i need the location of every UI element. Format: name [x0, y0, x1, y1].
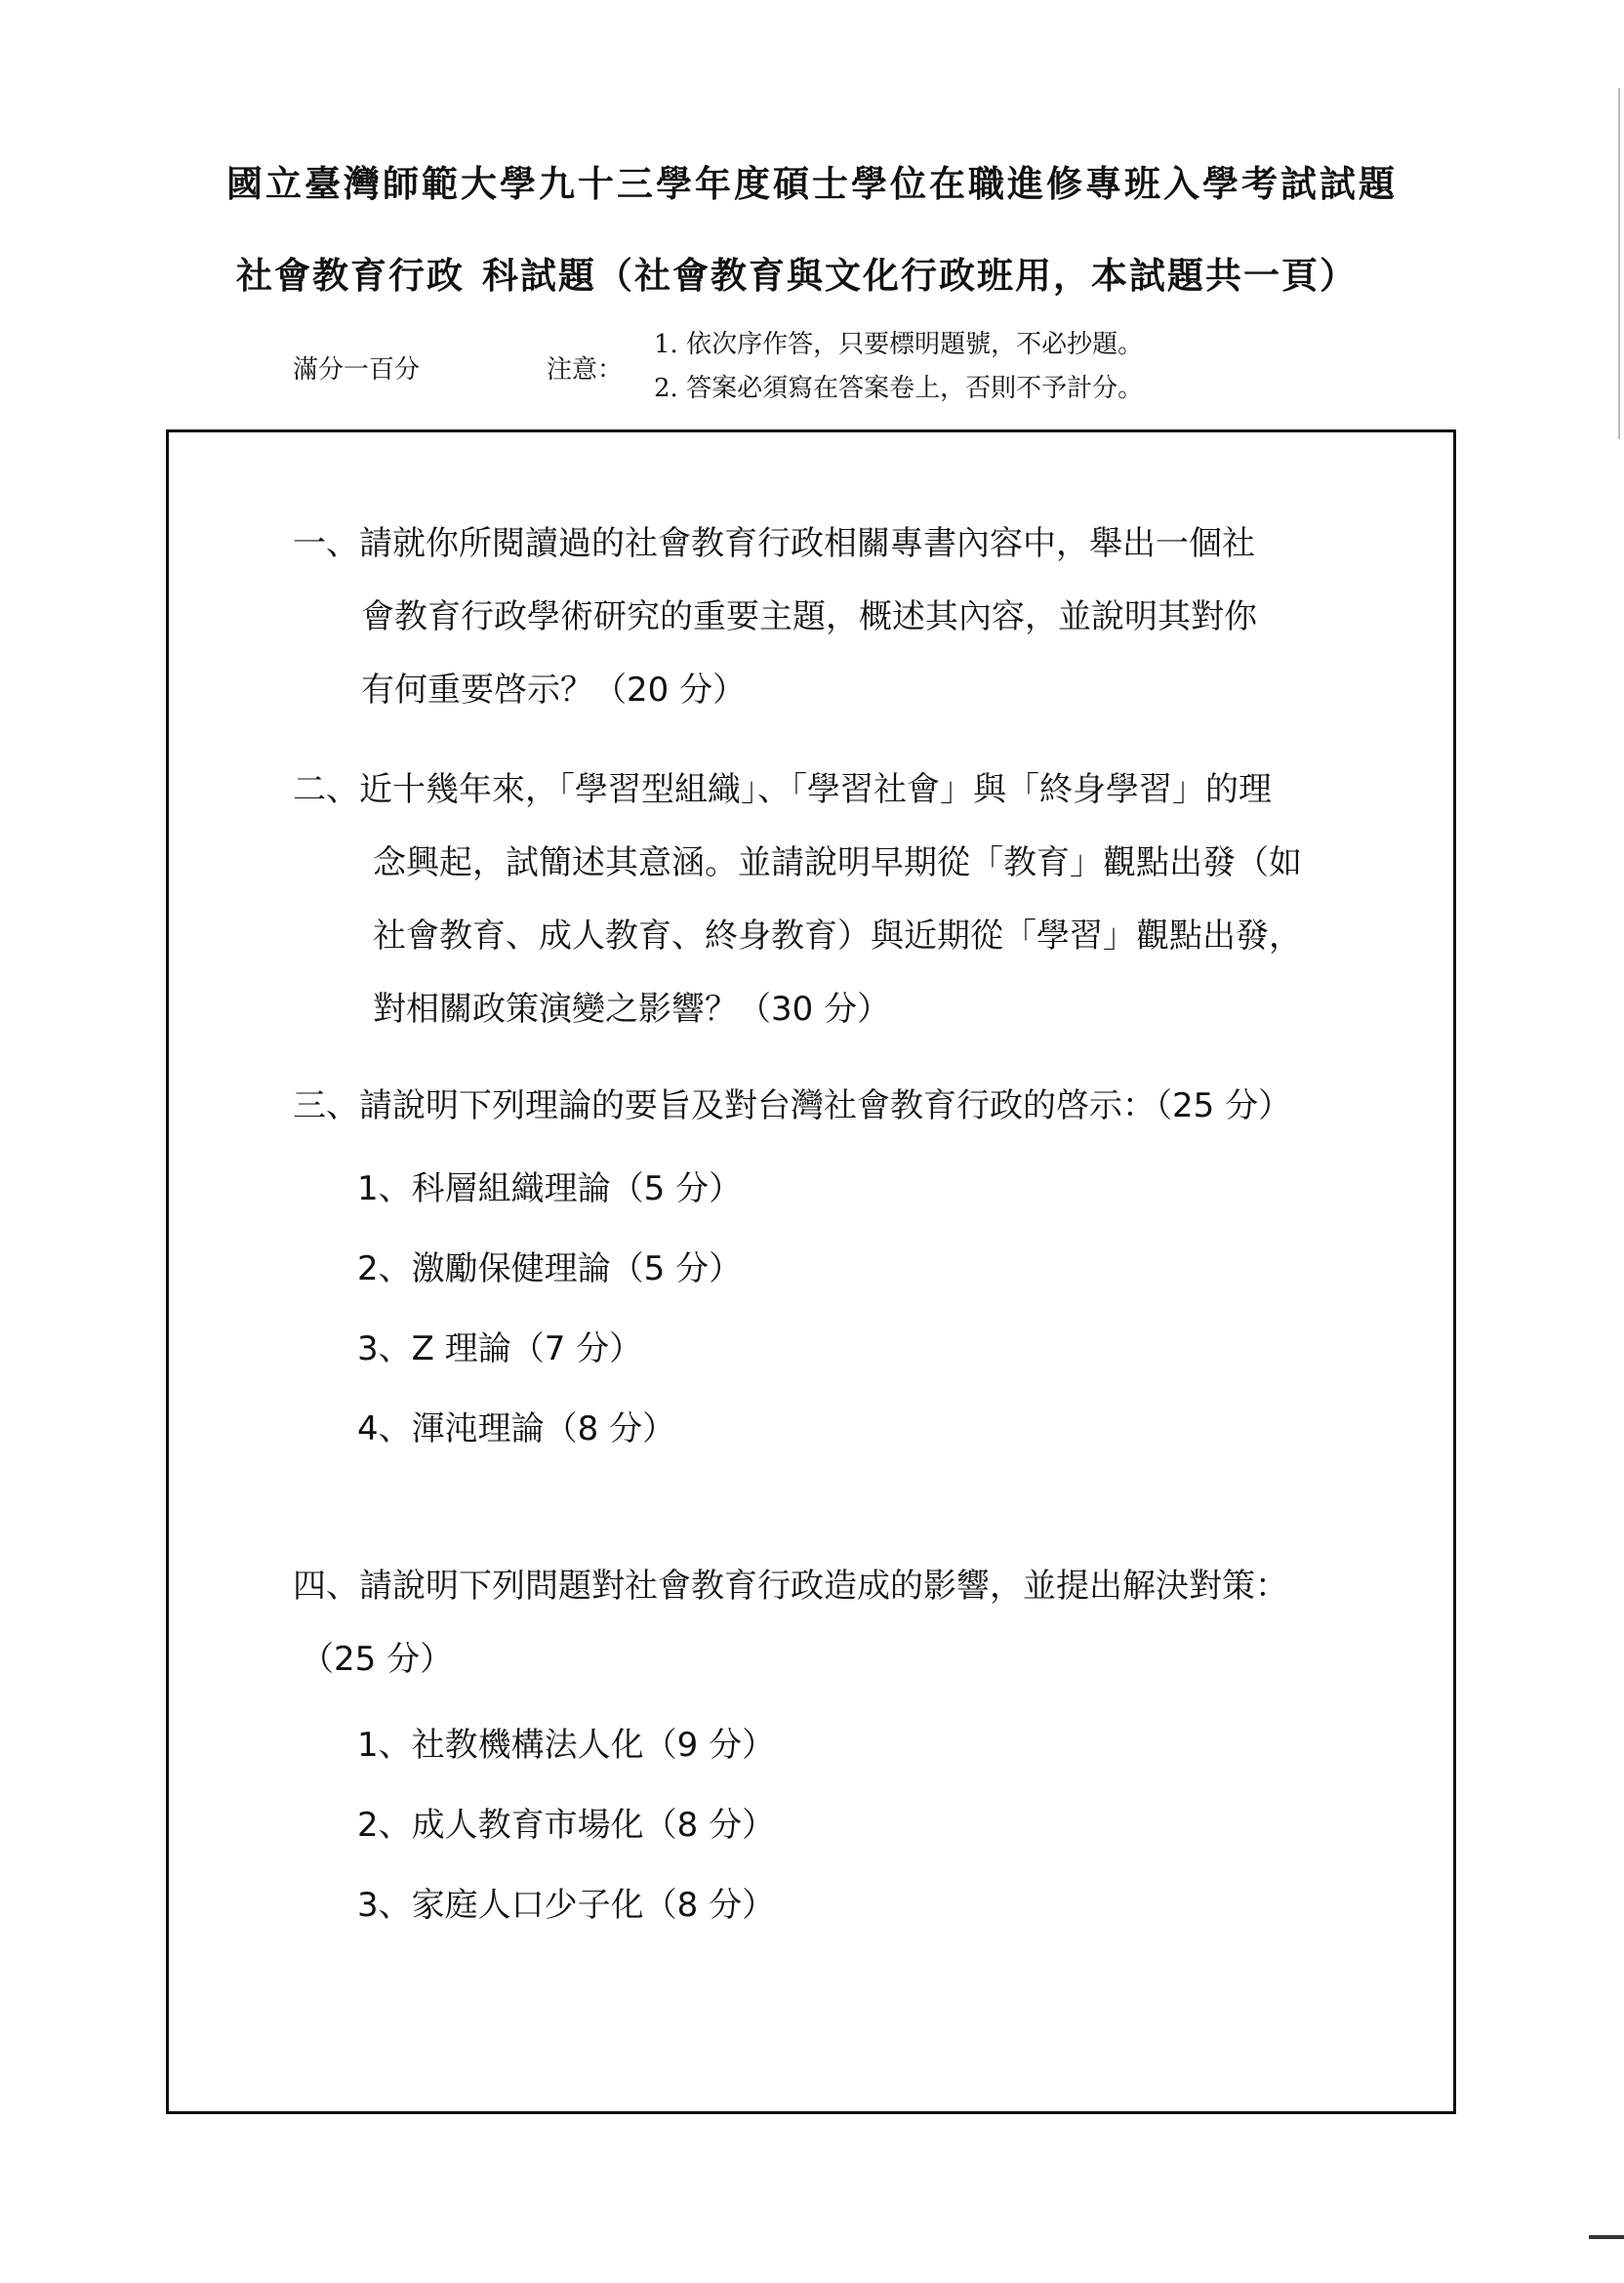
- question-4-item: 3、家庭人口少子化（8 分）: [357, 1886, 776, 1925]
- question-3-item: 1、科層組織理論（5 分）: [357, 1169, 743, 1208]
- question-3-item: 3、Z 理論（7 分）: [357, 1329, 643, 1368]
- scan-edge-mark: [1589, 2235, 1624, 2239]
- question-3-item: 4、渾沌理論（8 分）: [357, 1409, 676, 1448]
- question-2-line: 念興起，試簡述其意涵。並請說明早期從「教育」觀點出發（如: [373, 843, 1302, 882]
- notice-label: 注意：: [547, 355, 624, 385]
- exam-title: 國立臺灣師範大學九十三學年度碩士學位在職進修專班入學考試試題: [226, 162, 1398, 205]
- full-score: 滿分一百分: [293, 355, 421, 385]
- notice-row: [293, 324, 1143, 404]
- question-1-line: 一、請就你所閱讀過的社會教育行政相關專書內容中，舉出一個社: [293, 524, 1255, 563]
- question-4-line: 四、請說明下列問題對社會教育行政造成的影響，並提出解決對策：: [293, 1567, 1288, 1606]
- question-2-line: 對相關政策演變之影響？（30 分）: [373, 990, 891, 1029]
- question-4-item: 1、社教機構法人化（9 分）: [357, 1726, 776, 1765]
- exam-subtitle: [236, 246, 1358, 299]
- subtitle-text: 科試題（社會教育與文化行政班用，本試題共一頁）: [482, 254, 1358, 297]
- question-2-line: 社會教育、成人教育、終身教育）與近期從「學習」觀點出發，: [373, 917, 1302, 956]
- question-1-line: 有何重要啓示？（20 分）: [361, 671, 747, 710]
- question-1: [293, 508, 1257, 727]
- subject-name: 社會教育行政: [236, 254, 465, 297]
- question-2: [293, 754, 1302, 1046]
- question-4-line: （25 分）: [301, 1640, 454, 1679]
- question-3-item: 2、激勵保健理論（5 分）: [357, 1249, 743, 1288]
- notice-item: 1. 依次序作答，只要標明題號，不必抄題。: [654, 330, 1144, 359]
- question-3: 三、請說明下列理論的要旨及對台灣社會教育行政的啓示：（25 分）: [293, 1086, 1292, 1125]
- scan-edge-line: [1618, 88, 1620, 439]
- question-1-line: 會教育行政學術研究的重要主題，概述其內容，並說明其對你: [361, 597, 1257, 636]
- question-4: [293, 1550, 1288, 1696]
- question-4-item: 2、成人教育市場化（8 分）: [357, 1806, 776, 1845]
- notice-item: 2. 答案必須寫在答案卷上，否則不予計分。: [654, 374, 1144, 403]
- question-2-line: 二、近十幾年來，「學習型組織」、「學習社會」與「終身學習」的理: [293, 770, 1272, 809]
- notice-list: [654, 324, 1143, 404]
